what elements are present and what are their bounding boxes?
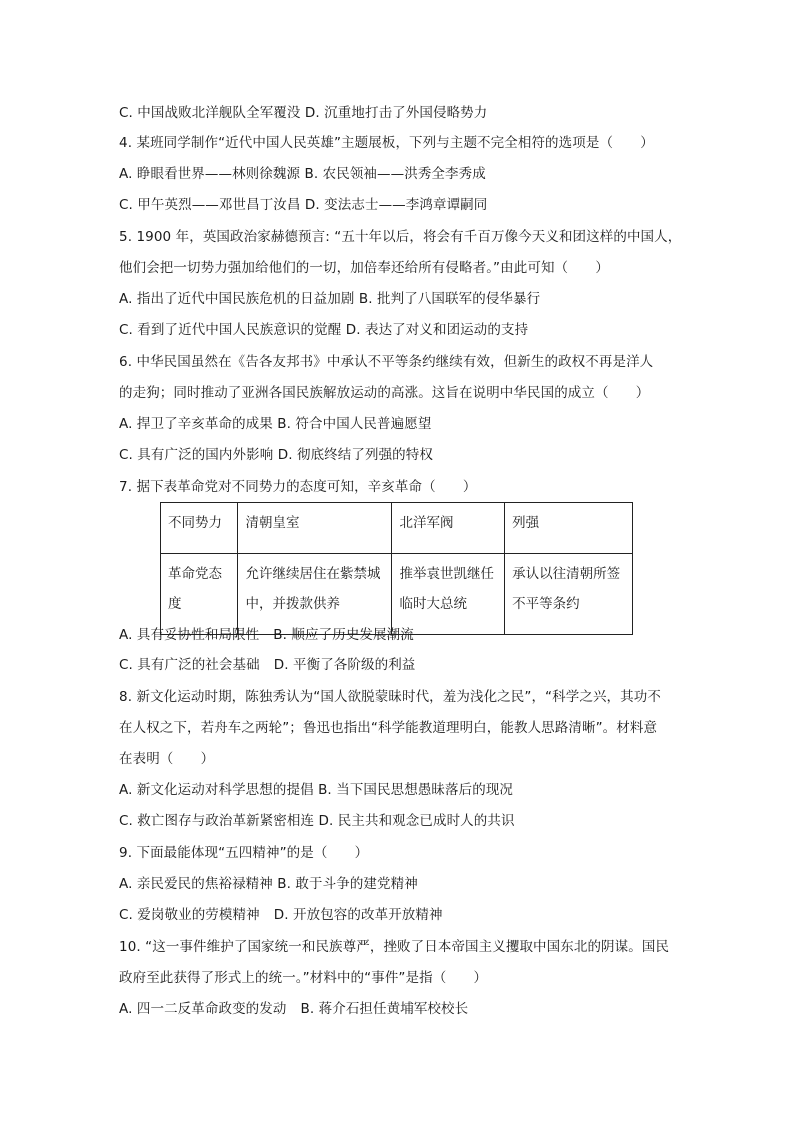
- q8-options-ab: A. 新文化运动对科学思想的提倡 B. 当下国民思想愚昧落后的现况: [119, 782, 514, 798]
- q7-options-cd: [119, 655, 415, 675]
- q5-stem-line1: 5. 1900 年，英国政治家赫德预言: “五十年以后，将会有千百万像今天义和团这样的中国人，: [119, 229, 682, 245]
- q6-stem-line1: 6. 中华民国虽然在《告各友邦书》中承认不平等条约继续有效，但新生的政权不再是洋人: [119, 354, 654, 370]
- q6-options-cd: C. 具有广泛的国内外影响 D. 彻底终结了列强的特权: [119, 447, 433, 463]
- option-a: A. 四一二反革命政变的发动: [119, 1001, 287, 1017]
- q5-options-ab: A. 指出了近代中国民族危机的日益加剧 B. 批判了八国联军的侵华暴行: [119, 291, 541, 307]
- table-cell: 承认以往清朝所签不平等条约: [505, 554, 633, 635]
- table-header-cell: 清朝皇室: [238, 503, 392, 554]
- q6-options-ab: A. 捍卫了辛亥革命的成果 B. 符合中国人民普遍愿望: [119, 416, 432, 432]
- q9-stem: 9. 下面最能体现“五四精神”的是（ ）: [119, 845, 369, 861]
- q8-options-cd: C. 救亡图存与政治革新紧密相连 D. 民主共和观念已成时人的共识: [119, 813, 515, 829]
- table-header-cell: 北洋军阀: [392, 503, 505, 554]
- table-header-cell: 列强: [505, 503, 633, 554]
- q5-options-cd: C. 看到了近代中国人民族意识的觉醒 D. 表达了对义和团运动的支持: [119, 322, 529, 338]
- q10-options-ab: [119, 999, 468, 1019]
- option-b: B. 顺应了历史发展潮流: [273, 627, 414, 643]
- q9-options-ab: A. 亲民爱民的焦裕禄精神 B. 敢于斗争的建党精神: [119, 876, 418, 892]
- option-b: B. 蒋介石担任黄埔军校校长: [300, 1001, 469, 1017]
- option-a: A. 具有妥协性和局限性: [119, 627, 260, 643]
- table-cell: 允许继续居住在紫禁城中，并拨款供养: [238, 554, 392, 635]
- table-header-row: [161, 503, 633, 554]
- q7-options-ab: [119, 625, 414, 645]
- option-d: D. 平衡了各阶级的利益: [273, 657, 416, 673]
- q4-options-ab: A. 睁眼看世界——林则徐魏源 B. 农民领袖——洪秀全李秀成: [119, 166, 486, 182]
- q3-options-cd: C. 中国战败北洋舰队全军覆没 D. 沉重地打击了外国侵略势力: [119, 105, 488, 121]
- table-row: [161, 554, 633, 635]
- q10-stem-line2: 政府至此获得了形式上的统一。”材料中的“事件”是指（ ）: [119, 970, 488, 986]
- q10-stem-line1: 10. “这一事件维护了国家统一和民族尊严，挫败了日本帝国主义攫取中国东北的阴谋。国民: [119, 939, 670, 955]
- q7-stem: 7. 据下表革命党对不同势力的态度可知，辛亥革命（ ）: [119, 479, 477, 495]
- option-c: C. 具有广泛的社会基础: [119, 657, 260, 673]
- table-header-cell: 不同势力: [161, 503, 238, 554]
- q4-stem: 4. 某班同学制作“近代中国人民英雄”主题展板，下列与主题不完全相符的选项是（ ）: [119, 135, 654, 151]
- q5-stem-line2: 他们会把一切势力强加给他们的一切，加倍奉还给所有侵略者。”由此可知（ ）: [119, 260, 609, 276]
- table-cell: 推举袁世凯继任临时大总统: [392, 554, 505, 635]
- q6-stem-line2: 的走狗；同时推动了亚洲各国民族解放运动的高涨。这旨在说明中华民国的成立（ ）: [119, 385, 650, 401]
- q8-stem-line2: 在人权之下，若舟车之两轮”；鲁迅也指出“科学能教道理明白，能教人思路清晰”。材料意: [119, 720, 658, 736]
- q8-stem-line3: 在表明（ ）: [119, 751, 215, 767]
- q8-stem-line1: 8. 新文化运动时期，陈独秀认为“国人欲脱蒙昧时代，羞为浅化之民”，“科学之兴，其功不: [119, 689, 661, 705]
- option-c: C. 爱岗敬业的劳模精神: [119, 907, 260, 923]
- q7-attitude-table: [160, 502, 633, 635]
- table-row-label: 革命党态度: [161, 554, 238, 635]
- option-d: D. 开放包容的改革开放精神: [273, 907, 443, 923]
- q9-options-cd: [119, 905, 443, 925]
- q4-options-cd: C. 甲午英烈——邓世昌丁汝昌 D. 变法志士——李鸿章谭嗣同: [119, 197, 488, 213]
